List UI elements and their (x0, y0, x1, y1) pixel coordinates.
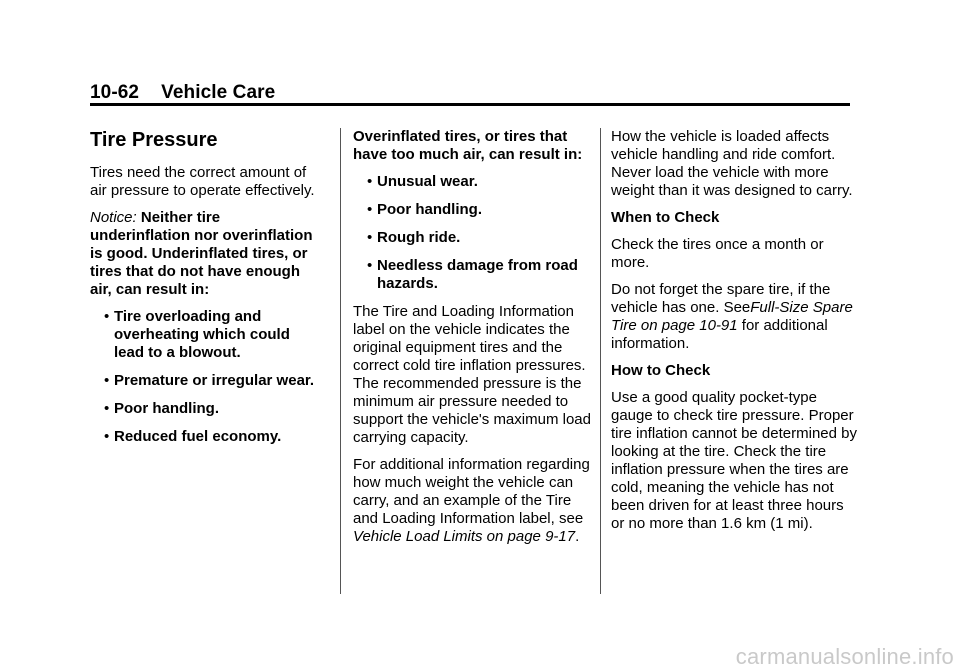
page-number: 10-62 (90, 82, 140, 103)
underinflation-list (90, 308, 322, 446)
bullet-icon: • (367, 173, 373, 190)
how-to-check-paragraph: Use a good quality pocket-type gauge to check tire pressure. Proper tire inflation cannot be determined by looking at the tire. Check the tire inflation pressure when the tires are cold, meaning the vehicle has not been driven for at least three hours or no more than 1.6 km (1 mi). (611, 389, 857, 532)
notice-label: Notice: (90, 209, 137, 226)
column-3 (611, 128, 859, 542)
list-item: • Tire overloading and overheating which could lead to a blowout. (104, 308, 290, 361)
list-item: • Premature or irregular wear. (104, 372, 315, 389)
list-item: • Needless damage from road hazards. (367, 257, 578, 292)
list-item: • Reduced fuel economy. (104, 428, 282, 445)
section-heading: Tire Pressure (90, 129, 218, 151)
bullet-icon: • (367, 201, 373, 218)
additional-info-paragraph: For additional information regarding how much weight the vehicle can carry, and an example of the Tire and Loading Information label, see Vehicle Load Limits on page 9-17. (353, 456, 590, 545)
label-paragraph: The Tire and Loading Information label on the vehicle indicates the original equipment tires and the correct cold tire inflation pressures. The recommended pressure is the minimum air pressure needed to support the vehicle's maximum load carrying capacity. (353, 303, 591, 446)
load-limits-link[interactable]: Vehicle Load Limits on page 9-17 (353, 528, 576, 545)
spare-tire-link[interactable]: Full-Size Spare Tire on page 10-91 (611, 299, 853, 334)
notice-paragraph (90, 209, 322, 299)
loading-paragraph: How the vehicle is loaded affects vehicle handling and ride comfort. Never load the vehicle with more weight than it was designed to carry. (611, 128, 853, 199)
bullet-icon: • (104, 428, 110, 445)
bullet-icon: • (367, 229, 373, 246)
section-title: Vehicle Care (161, 82, 276, 103)
spare-tire-paragraph: Do not forget the spare tire, if the vehicle has one. SeeFull-Size Spare Tire on page 10-91 for additional information. (611, 281, 853, 352)
bullet-icon: • (104, 308, 110, 325)
column-1 (90, 128, 322, 456)
list-item: • Rough ride. (367, 229, 461, 246)
column-divider-1 (340, 128, 341, 594)
overinflation-list (353, 173, 593, 293)
bullet-icon: • (367, 257, 373, 274)
list-item: • Poor handling. (104, 400, 219, 417)
when-to-check-heading: When to Check (611, 209, 720, 226)
header-rule (90, 103, 850, 106)
bullet-icon: • (104, 372, 110, 389)
page-header (90, 82, 275, 104)
column-2 (353, 128, 593, 555)
watermark: carmanualsonline.info (735, 644, 954, 669)
column-divider-2 (600, 128, 601, 594)
notice-text: Neither tire underinflation nor overinflation is good. Underinflated tires, or tires that do not have enough air, can result in: (90, 209, 313, 298)
how-to-check-heading: How to Check (611, 362, 711, 379)
overinflation-lead: Overinflated tires, or tires that have too much air, can result in: (353, 128, 583, 163)
list-item: • Poor handling. (367, 201, 482, 218)
list-item: • Unusual wear. (367, 173, 478, 190)
check-frequency-paragraph: Check the tires once a month or more. (611, 236, 824, 271)
bullet-icon: • (104, 400, 110, 417)
intro-paragraph: Tires need the correct amount of air pressure to operate effectively. (90, 164, 315, 199)
